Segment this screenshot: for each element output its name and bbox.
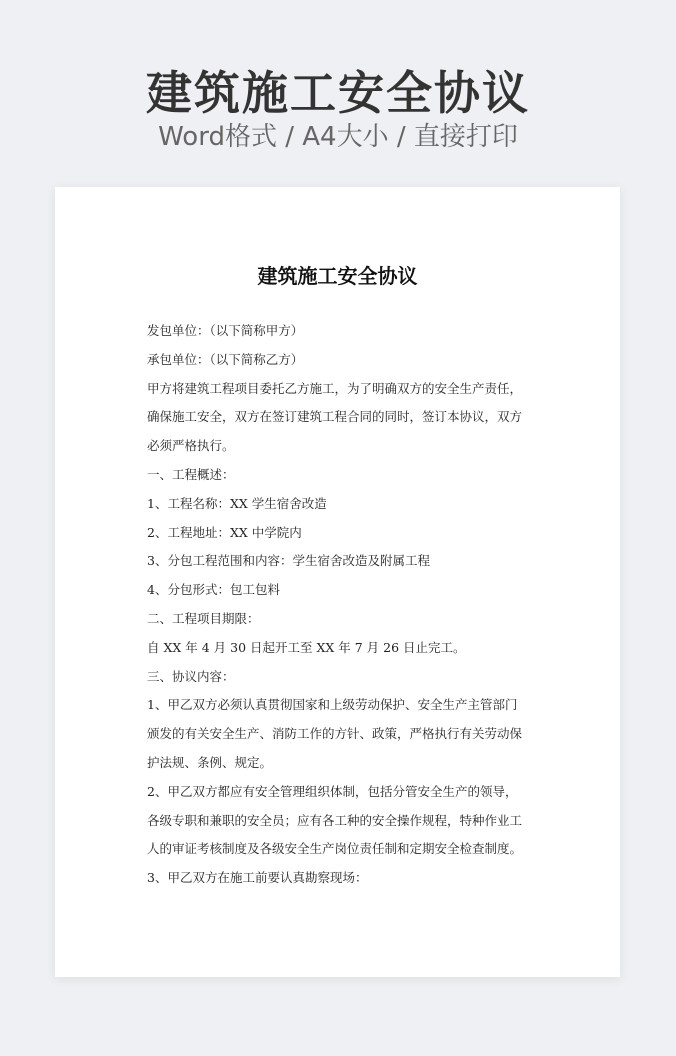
doc-line: 二、工程项目期限：	[147, 610, 260, 626]
doc-line: 1、甲乙双方必须认真贯彻国家和上级劳动保护、安全生产主管部门	[147, 697, 518, 713]
doc-line: 3、甲乙双方在施工前要认真勘察现场：	[147, 870, 368, 886]
banner-subtitle: Word格式 / A4大小 / 直接打印	[158, 122, 518, 152]
doc-line: 人的审证考核制度及各级安全生产岗位责任制和定期安全检查制度。	[147, 841, 523, 857]
doc-line: 确保施工安全，双方在签订建筑工程合同的同时，签订本协议，双方	[147, 409, 523, 425]
doc-line: 承包单位：（以下简称乙方）	[147, 351, 304, 367]
document-title: 建筑施工安全协议	[257, 264, 418, 288]
doc-line: 护法规、条例、规定。	[147, 754, 273, 770]
doc-line: 三、协议内容：	[147, 668, 235, 684]
document-body	[147, 317, 537, 893]
doc-line: 2、甲乙双方都应有安全管理组织体制，包括分管安全生产的领导，	[147, 783, 518, 799]
banner-title: 建筑施工安全协议	[146, 66, 530, 120]
doc-line: 发包单位：（以下简称甲方）	[147, 323, 304, 338]
doc-line: 颁发的有关安全生产、消防工作的方针、政策，严格执行有关劳动保	[147, 726, 523, 742]
doc-line: 必须严格执行。	[147, 438, 235, 454]
doc-line: 一、工程概述：	[147, 466, 235, 482]
doc-line: 2、工程地址：XX 中学院内	[147, 524, 302, 540]
doc-line: 各级专职和兼职的安全员；应有各工种的安全操作规程，特种作业工	[147, 812, 523, 828]
banner	[0, 0, 676, 180]
document-page	[55, 187, 620, 977]
doc-line: 3、分包工程范围和内容：学生宿舍改造及附属工程	[147, 553, 430, 569]
doc-line: 自 XX 年 4 月 30 日起开工至 XX 年 7 月 26 日止完工。	[147, 639, 466, 655]
doc-line: 4、分包形式：包工包料	[147, 582, 280, 598]
doc-line: 甲方将建筑工程项目委托乙方施工，为了明确双方的安全生产责任，	[147, 380, 523, 396]
doc-line: 1、工程名称：XX 学生宿舍改造	[147, 495, 327, 511]
